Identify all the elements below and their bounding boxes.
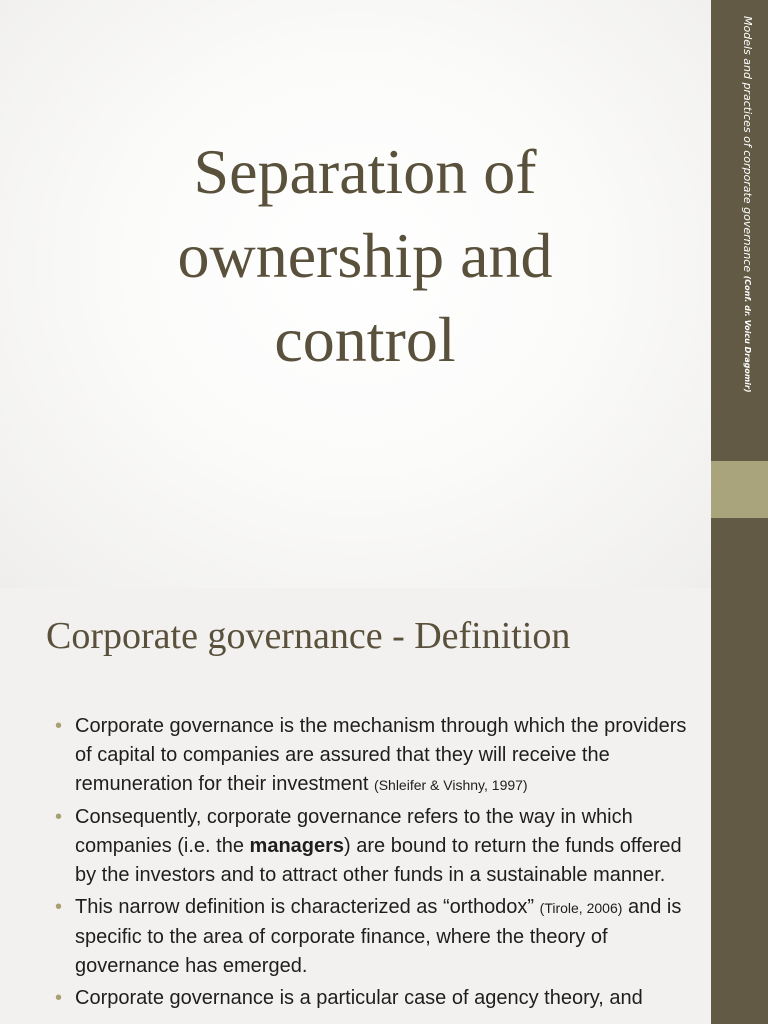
bullet-text: and is specific to the area of corporate finance, where the theory of governance has emerged. (75, 896, 682, 977)
bullet-item (55, 984, 695, 1013)
bullet-item (55, 712, 695, 800)
bullet-bold-term: managers (249, 835, 345, 857)
bullet-icon: • (55, 896, 63, 918)
course-name: Models and practices of corporate governance (741, 16, 754, 276)
slide-definition (0, 590, 711, 1024)
citation: (Shleifer & Vishny, 1997) (374, 777, 528, 793)
title-line: Separation of (193, 136, 537, 207)
title-line: ownership and (177, 220, 553, 291)
title-line: control (274, 304, 456, 375)
bullet-text: ) are bound to return the funds offered by the investors and to attract other funds in a sustainable manner. (75, 835, 682, 886)
bullet-text: Consequently, corporate governance refers to the way in which companies (i.e. the (75, 806, 633, 857)
bullet-text: Corporate governance is the mechanism through which the providers of capital to companies are assured that they will receive the remuneration for their investment (75, 715, 687, 795)
citation: (Tirole, 2006) (539, 900, 623, 916)
bullet-item (55, 893, 695, 981)
bullet-text: Corporate governance is a particular case of agency theory, and (75, 987, 643, 1009)
bullet-text: This narrow definition is characterized as “orthodox” (75, 896, 540, 918)
definition-title: Corporate governance - Definition (46, 615, 571, 657)
lecturer-name: (Conf. dr. Voicu Dragomir) (743, 275, 752, 393)
sidebar-accent-block (711, 461, 768, 518)
bullet-icon: • (55, 987, 63, 1009)
sidebar-course-label (741, 16, 754, 393)
slide-main-title (60, 130, 670, 382)
bullet-icon: • (55, 715, 63, 737)
bullet-icon: • (55, 806, 63, 828)
bullet-item (55, 803, 695, 890)
bullet-list (55, 712, 695, 1016)
